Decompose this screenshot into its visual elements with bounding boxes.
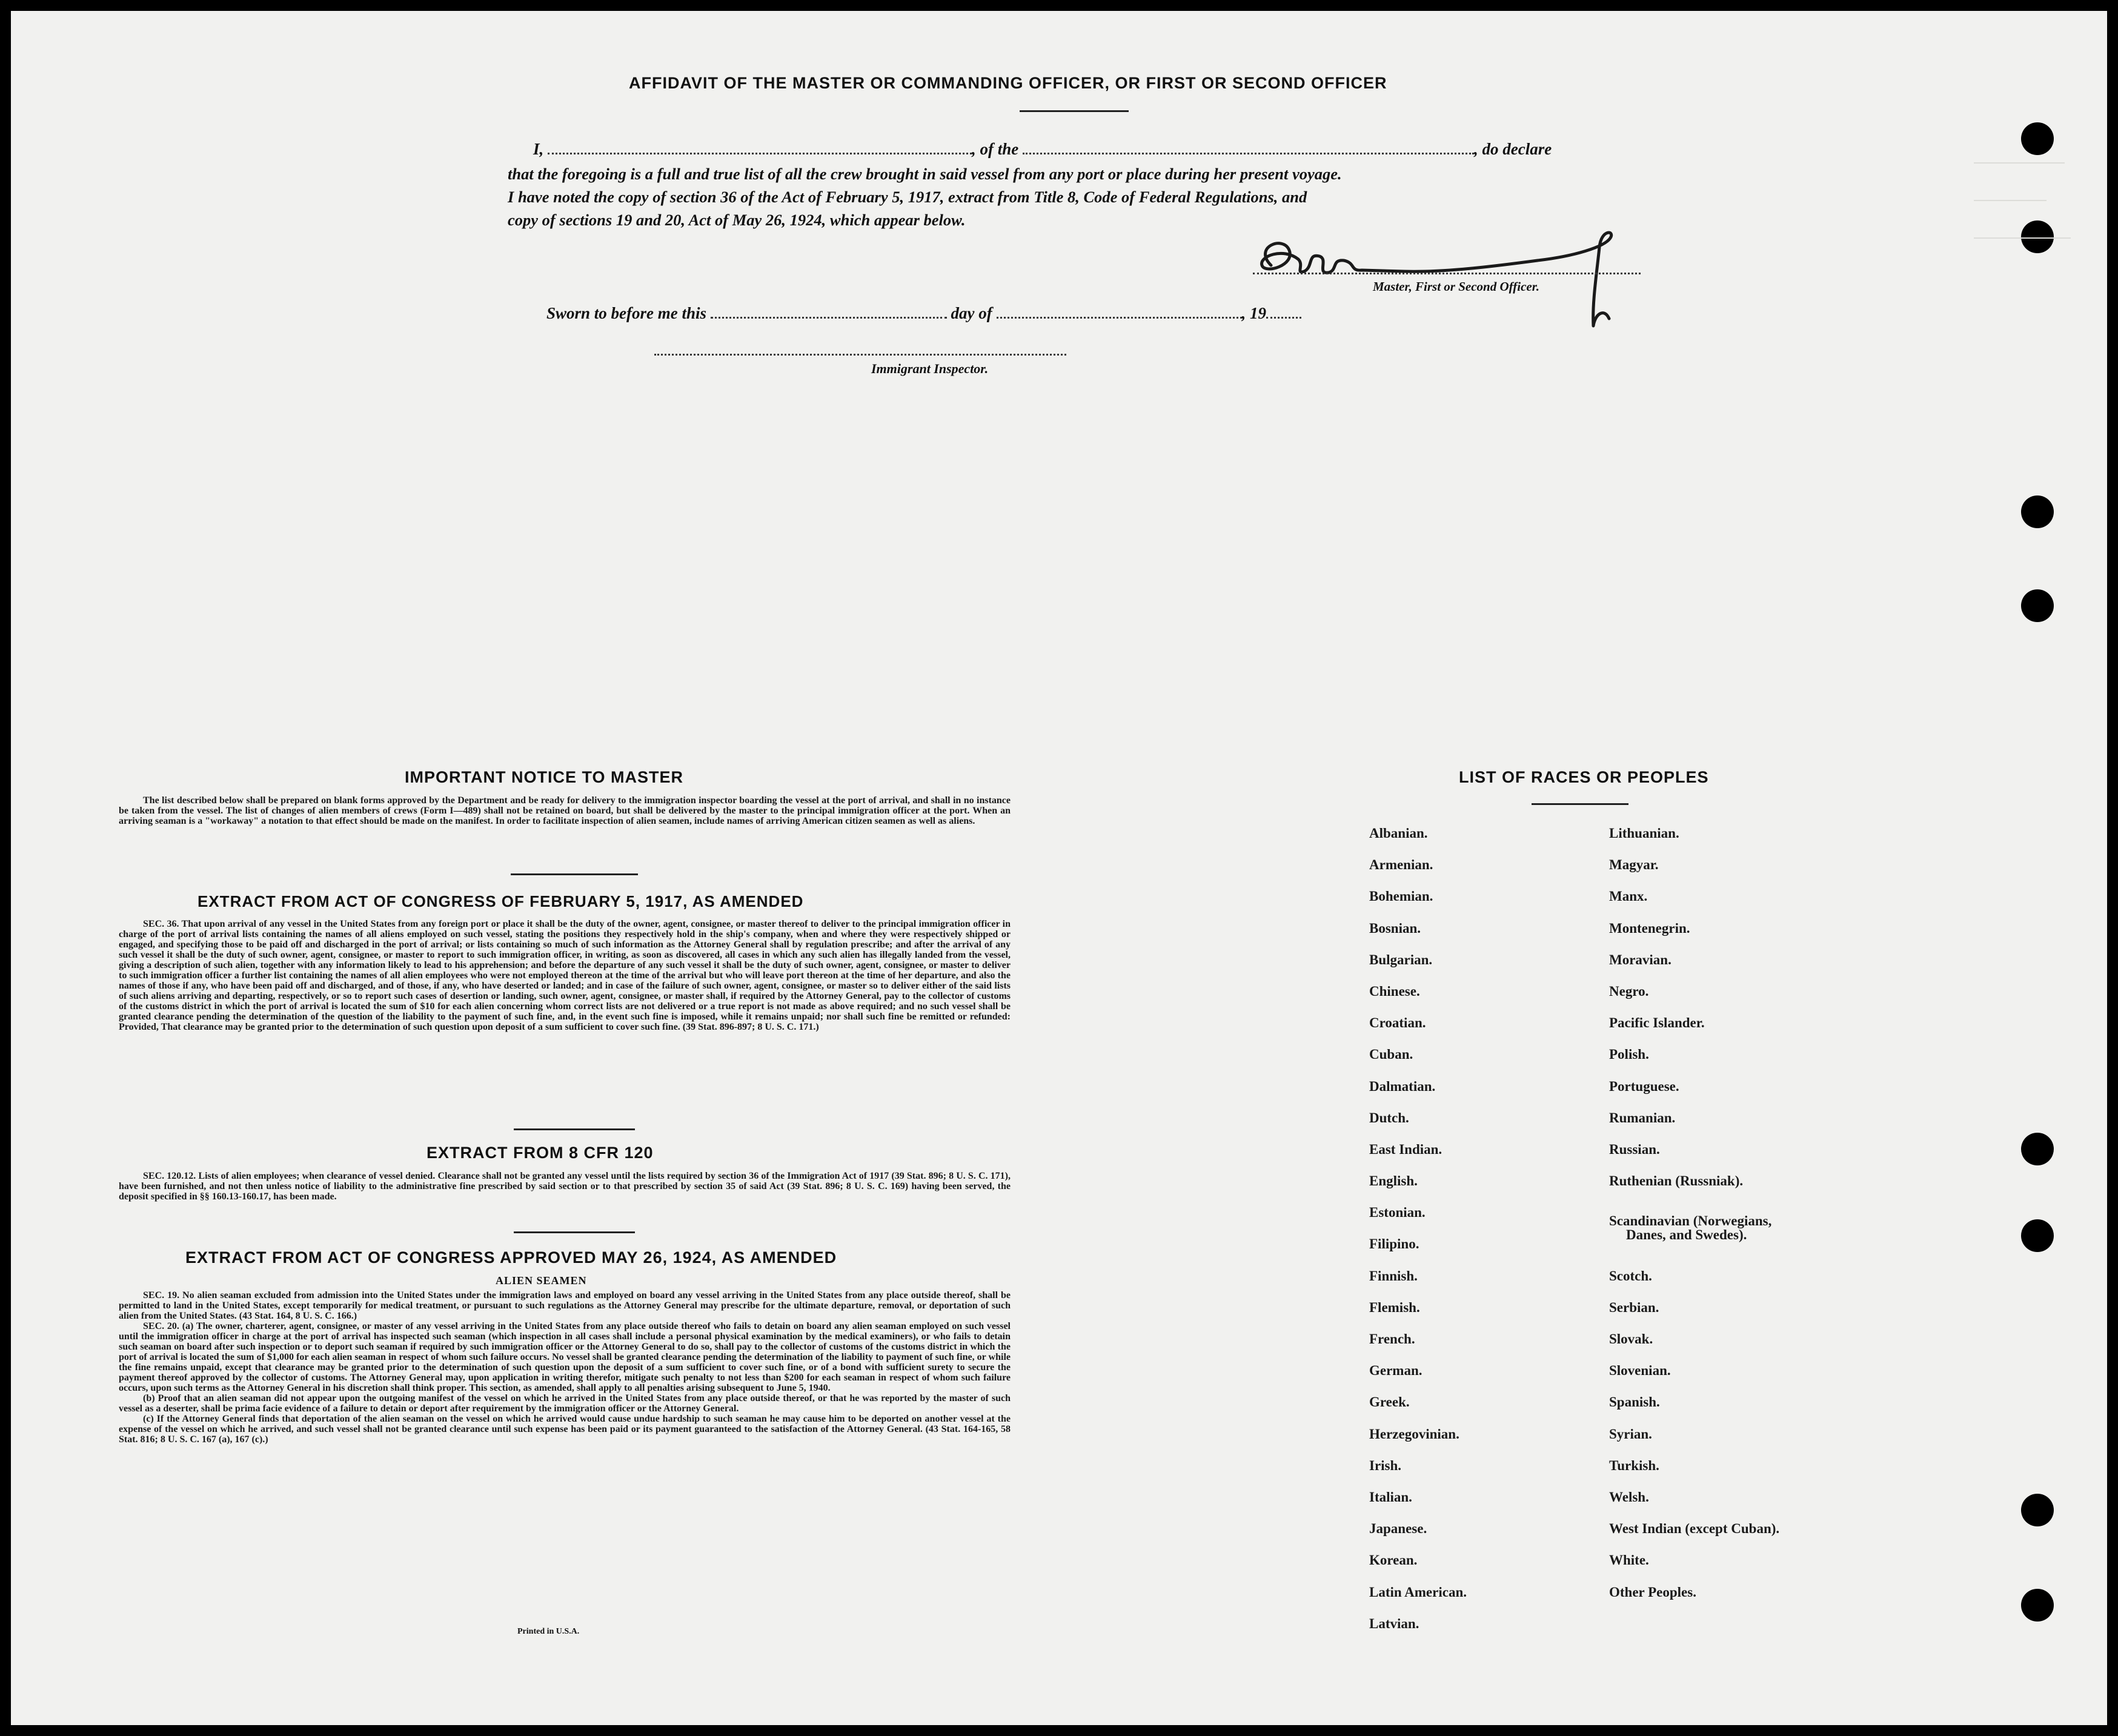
notice-body — [119, 795, 1011, 826]
race-item-scandinavian — [1609, 1205, 1779, 1268]
punch-hole — [2021, 495, 2054, 528]
race-item: Irish. — [1369, 1457, 1402, 1473]
section-divider — [514, 1128, 635, 1130]
section-120-12-text: SEC. 120.12. Lists of alien employees; when clearance of vessel denied. Clearance shall not be granted any vessel until the lists required by section 36 of the Immigration Act of 1917 (39 Stat. 896; 8 U. S. C. 171), have been furnished, and not then unless notice of liability to the administrative fine prescribed by said section or to that prescribed by section 35 of said Act (39 Stat. 896; 8 U. S. C. 169) having been served, the deposit specified in §§ 160.13-160.17, has been made. — [119, 1171, 1011, 1202]
declaration-of-the: , of the — [972, 140, 1019, 158]
race-item: Moravian. — [1609, 952, 1671, 967]
affidavit-title: AFFIDAVIT OF THE MASTER OR COMMANDING OFFICER, OR FIRST OR SECOND OFFICER — [629, 74, 1387, 92]
race-item: Flemish. — [1369, 1299, 1420, 1315]
extract-1917-body — [119, 919, 1011, 1032]
punch-hole — [2021, 1494, 2054, 1526]
race-item: Syrian. — [1609, 1426, 1652, 1442]
race-item: Bulgarian. — [1369, 952, 1433, 967]
inspector-caption: Immigrant Inspector. — [871, 361, 989, 376]
race-item: English. — [1369, 1173, 1418, 1189]
sworn-year-field[interactable] — [1266, 316, 1301, 319]
race-item-line: Danes, and Swedes). — [1626, 1227, 1747, 1243]
extract-cfr-title: EXTRACT FROM 8 CFR 120 — [427, 1144, 654, 1162]
race-item: White. — [1609, 1552, 1649, 1568]
race-item: Japanese. — [1369, 1521, 1427, 1537]
race-item: Bohemian. — [1369, 889, 1433, 904]
race-item: Herzegovinian. — [1369, 1426, 1459, 1442]
sworn-line — [546, 304, 1301, 323]
races-left-column — [1369, 826, 1467, 1648]
sworn-text: Sworn to before me this — [546, 304, 707, 322]
declaration-line-2: that the foregoing is a full and true list of all the crew brought in said vessel from any port or place during her present voyage. — [508, 165, 1342, 183]
race-item: Ruthenian (Russniak). — [1609, 1173, 1744, 1189]
race-item: Rumanian. — [1609, 1110, 1676, 1125]
section-divider — [514, 1231, 635, 1233]
race-item: Italian. — [1369, 1489, 1412, 1505]
race-item: West Indian (except Cuban). — [1609, 1521, 1780, 1537]
section-20c-text: (c) If the Attorney General finds that deportation of the alien seaman on the vessel on which he arrived would cause undue hardship to such seaman he may cause him to be deported on another vessel at the expense of the vessel on which he arrived, and such vessel shall not be granted clearance until such expense has been paid or its payment guaranteed to the satisfaction of the Attorney General. (43 Stat. 164-165, 58 Stat. 816; 8 U. S. C. 167 (a), 167 (c).) — [119, 1414, 1011, 1445]
punch-hole — [2021, 122, 2054, 155]
signature-caption: Master, First or Second Officer. — [1373, 279, 1539, 294]
inspector-signature-line — [654, 354, 1066, 356]
race-item: Spanish. — [1609, 1394, 1660, 1410]
declaration-line-3: I have noted the copy of section 36 of the Act of February 5, 1917, extract from Title 8, Code of Federal Regulations, and — [508, 188, 1307, 206]
race-item: Manx. — [1609, 889, 1648, 904]
section-20a-text: SEC. 20. (a) The owner, charterer, agent, consignee, or master of any vessel arriving in the United States from any place outside thereof who fails to detain on board any alien seaman employed on such vessel until the immigration officer in charge at the port of arrival has inspected such seaman (which inspection in all cases shall include a personal physical examination by the medical examiners), or who fails to detain such seaman on board after such inspection or to deport such seaman if required by such immigration officer or the Attorney General to do so, shall pay to the collector of customs of the customs district in which the port of arrival is located the sum of $1,000 for each alien seaman in respect of whom such failure occurs. No vessel shall be granted clearance pending the determination of the liability to payment of such fine, or while the fine remains unpaid, except that clearance may be granted prior to the determination of such question upon the deposit of a sum sufficient to cover such fine, or of a bond with sufficient surety to secure the payment thereof approved by the collector of customs. The Attorney General may, upon application in writing therefor, mitigate such penalty to not less than $200 for each seaman in respect of whom such failure occurs, upon such terms as the Attorney General in his discretion shall think proper. This section, as amended, shall apply to all penalties arising subsequent to June 5, 1940. — [119, 1321, 1011, 1393]
races-right-column — [1609, 826, 1779, 1617]
races-divider — [1532, 803, 1628, 805]
sworn-day-field[interactable] — [711, 316, 947, 319]
race-item: Latvian. — [1369, 1615, 1419, 1631]
title-divider — [1020, 110, 1129, 112]
declaration-line-1 — [533, 140, 1552, 159]
race-item: Slovak. — [1609, 1331, 1653, 1347]
section-19-text: SEC. 19. No alien seaman excluded from admission into the United States under the immigration laws and employed on board any vessel arriving in the United States from any place outside thereof, shall be permitted to land in the United States, except temporarily for medical treatment, or pursuant to such regulations as the Attorney General may prescribe for the ultimate departure, removal, or deportation of such alien from the United States. (43 Stat. 164, 8 U. S. C. 166.) — [119, 1290, 1011, 1321]
race-item: Filipino. — [1369, 1236, 1419, 1252]
section-divider — [511, 873, 638, 875]
punch-hole — [2021, 589, 2054, 622]
race-item: Serbian. — [1609, 1299, 1659, 1315]
notice-title: IMPORTANT NOTICE TO MASTER — [405, 768, 683, 786]
sworn-month-field[interactable] — [997, 316, 1242, 319]
race-item: Greek. — [1369, 1394, 1410, 1410]
year-prefix: , 19 — [1241, 304, 1267, 322]
race-item: Albanian. — [1369, 826, 1428, 841]
form-page — [11, 11, 2107, 1725]
race-item: German. — [1369, 1363, 1423, 1379]
races-title: LIST OF RACES OR PEOPLES — [1459, 768, 1709, 786]
race-item: Chinese. — [1369, 983, 1420, 999]
race-item: Croatian. — [1369, 1015, 1426, 1031]
race-item: Finnish. — [1369, 1268, 1418, 1284]
race-item: Bosnian. — [1369, 920, 1421, 936]
punch-hole — [2021, 1133, 2054, 1165]
race-item-line: Scandinavian (Norwegians, — [1609, 1213, 1772, 1229]
extract-cfr-body — [119, 1171, 1011, 1202]
declaration-declare: , do declare — [1474, 140, 1552, 158]
section-36-text: SEC. 36. That upon arrival of any vessel in the United States from any foreign port or place it shall be the duty of the owner, agent, consignee, or master thereof to deliver to the principal immigration officer in charge of the port of arrival lists containing the names of all aliens employed on such vessel, stating the positions they respectively hold in the ship's company, when and where they were respectively shipped or engaged, and specifying those to be paid off and discharged in the port of arrival; or lists containing so much of such information as the Attorney General shall by regulation prescribe; and after the arrival of any such vessel it shall be the duty of such owner, agent, consignee, or master to report to such immigration officer, in writing, as soon as discovered, all cases in which any such alien has illegally landed from the vessel, giving a description of such alien, together with any information likely to lead to his apprehension; and before the departure of any such vessel it shall be the duty of such owner, agent, consignee, or master to deliver to such immigration officer a further list containing the names of all alien employees who were not employed thereon at the time of the arrival but who will leave port thereon at the time of her departure, and also the names of those if any, who have been paid off and discharged, and of those, if any, who have deserted or landed; and in case of the failure of such owner, agent, consignee, or master so to deliver either of the said lists of such aliens arriving and departing, respectively, or so to report such cases of desertion or landing, such owner, agent, consignee, or master shall, if required by the Attorney General, pay to the collector of customs of the customs district in which the port of arrival is located the sum of $10 for each alien concerning whom correct lists are not delivered or a true report is not made as above required; and no such vessel shall be granted clearance pending the determination of the question of the liability to the payment of such fine, and, in the event such fine is imposed, while it remains unpaid; nor shall such fine be remitted or refunded: Provided, That clearance may be granted prior to the determination of such question upon deposit of a sum sufficient to cover such fine. (39 Stat. 896-897; 8 U. S. C. 171.) — [119, 919, 1011, 1032]
race-item: Turkish. — [1609, 1457, 1659, 1473]
race-item: Welsh. — [1609, 1489, 1649, 1505]
race-item: Scotch. — [1609, 1268, 1652, 1284]
extract-1917-title: EXTRACT FROM ACT OF CONGRESS OF FEBRUARY 5, 1917, AS AMENDED — [198, 892, 804, 910]
race-item: Negro. — [1609, 983, 1649, 999]
race-item: Portuguese. — [1609, 1078, 1679, 1094]
day-of-text: day of — [951, 304, 992, 322]
race-item: Pacific Islander. — [1609, 1015, 1705, 1031]
section-20b-text: (b) Proof that an alien seaman did not appear upon the outgoing manifest of the vessel on which he arrived in the United States from any place outside thereof, or that he was reported by the master of such vessel as a deserter, shall be prima facie evidence of a failure to detain or deport after requirement by the immigration officer or the Attorney General. — [119, 1393, 1011, 1414]
declarant-name-field[interactable] — [548, 152, 972, 154]
race-item: Dutch. — [1369, 1110, 1409, 1125]
declaration-i: I, — [533, 140, 544, 158]
extract-1924-body — [119, 1290, 1011, 1445]
signature-line — [1253, 273, 1641, 274]
race-item: Montenegrin. — [1609, 920, 1690, 936]
race-item: Polish. — [1609, 1047, 1649, 1062]
vessel-name-field[interactable] — [1023, 152, 1474, 154]
race-item: Other Peoples. — [1609, 1584, 1696, 1600]
extract-1924-title: EXTRACT FROM ACT OF CONGRESS APPROVED MAY 26, 1924, AS AMENDED — [185, 1248, 837, 1267]
race-item: Dalmatian. — [1369, 1078, 1436, 1094]
race-item: Russian. — [1609, 1141, 1660, 1157]
race-item: Lithuanian. — [1609, 826, 1679, 841]
race-item: Armenian. — [1369, 857, 1433, 873]
alien-seamen-subtitle: ALIEN SEAMEN — [496, 1274, 587, 1287]
race-item: Slovenian. — [1609, 1363, 1671, 1379]
race-item: Cuban. — [1369, 1047, 1413, 1062]
race-item: East Indian. — [1369, 1141, 1442, 1157]
race-item: Korean. — [1369, 1552, 1418, 1568]
race-item: French. — [1369, 1331, 1415, 1347]
printed-in-usa: Printed in U.S.A. — [517, 1627, 580, 1636]
race-item: Latin American. — [1369, 1584, 1467, 1600]
punch-hole — [2021, 1219, 2054, 1252]
punch-hole — [2021, 1589, 2054, 1622]
notice-paragraph: The list described below shall be prepared on blank forms approved by the Department and be ready for delivery to the immigration inspector boarding the vessel at the port of arrival, and shall in no instance be taken from the vessel. The list of changes of alien members of crews (Form I—489) shall not be retained on board, but shall be delivered by the master to the principal immigration officer at the port. When an arriving seaman is a "workaway" a notation to that effect should be made on the manifest. In order to facilitate inspection of alien seamen, include names of arriving American citizen seamen as well as aliens. — [119, 795, 1011, 826]
bleed-through-marks — [1974, 156, 2083, 338]
race-item: Magyar. — [1609, 857, 1659, 873]
declaration-line-4: copy of sections 19 and 20, Act of May 26, 1924, which appear below. — [508, 211, 966, 229]
race-item: Estonian. — [1369, 1205, 1426, 1221]
